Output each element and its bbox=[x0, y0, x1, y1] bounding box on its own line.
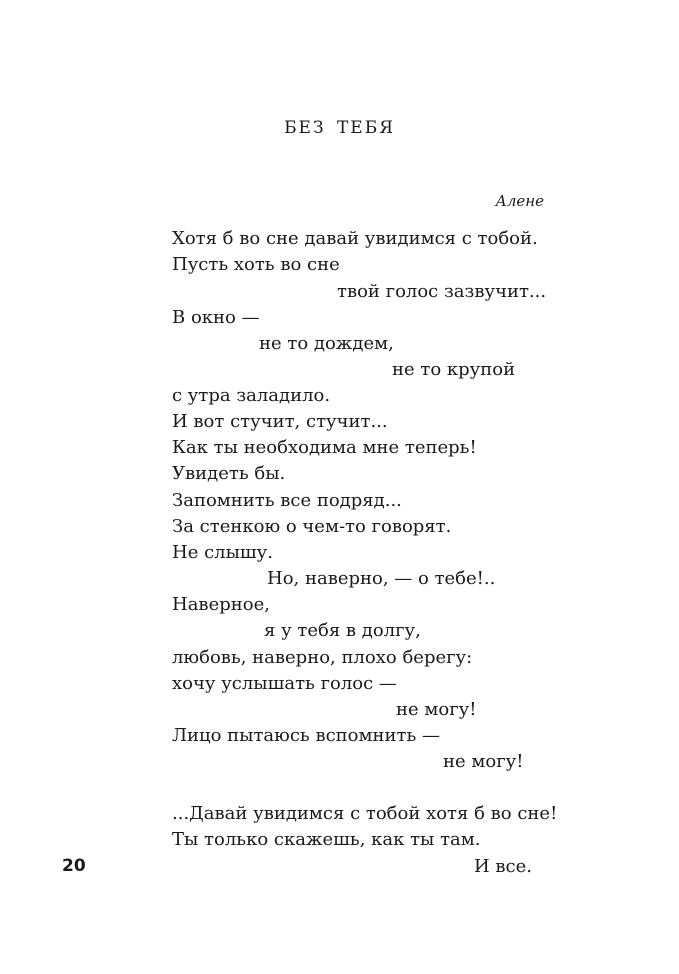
poem-line: Но, наверно, — о тебе!.. bbox=[267, 568, 496, 589]
poem-line: Увидеть бы. bbox=[172, 463, 286, 484]
poem-line: И вот стучит, стучит... bbox=[172, 411, 388, 432]
poem-line: не то крупой bbox=[392, 359, 516, 380]
poem-dedication: Алене bbox=[495, 192, 544, 210]
poem-line: Пусть хоть во сне bbox=[172, 254, 340, 275]
poem-line: не могу! bbox=[396, 699, 477, 720]
poem-line: В окно — bbox=[172, 307, 260, 328]
poem-line: с утра заладило. bbox=[172, 385, 331, 406]
poem-line: твой голос зазвучит... bbox=[337, 281, 547, 302]
poem-line: Ты только скажешь, как ты там. bbox=[172, 829, 481, 850]
poem-line: Хотя б во сне давай увидимся с тобой. bbox=[172, 228, 538, 249]
poem-line: я у тебя в долгу, bbox=[264, 620, 421, 641]
page-number: 20 bbox=[62, 856, 86, 876]
poem-line: хочу услышать голос — bbox=[172, 673, 397, 694]
poem-line: не то дождем, bbox=[259, 333, 394, 354]
poem-line: Не слышу. bbox=[172, 542, 273, 563]
poem-line: За стенкою о чем-то говорят. bbox=[172, 516, 452, 537]
poem-line: не могу! bbox=[443, 751, 524, 772]
poem-line: Как ты необходима мне теперь! bbox=[172, 437, 477, 458]
poem-line: ...Давай увидимся с тобой хотя б во сне! bbox=[172, 803, 558, 824]
poem-title: БЕЗ ТЕБЯ bbox=[284, 118, 395, 138]
poem-line: Запомнить все подряд... bbox=[172, 490, 402, 511]
poem-line: И все. bbox=[474, 856, 533, 877]
poem-line: любовь, наверно, плохо берегу: bbox=[172, 647, 473, 668]
poem-line: Наверное, bbox=[172, 594, 270, 615]
poem-line: Лицо пытаюсь вспомнить — bbox=[172, 725, 440, 746]
